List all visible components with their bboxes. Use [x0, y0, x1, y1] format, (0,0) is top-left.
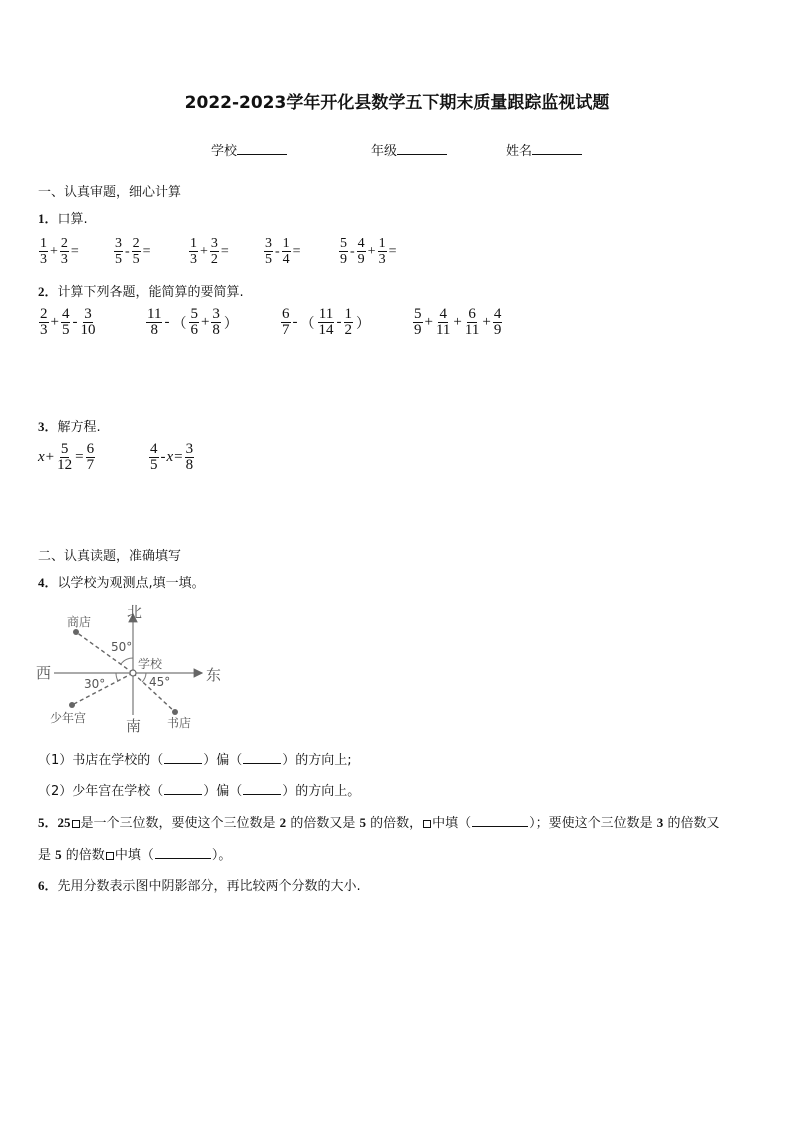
denominator: 8	[150, 322, 158, 338]
denominator: 9	[340, 252, 347, 267]
answer-blank[interactable]	[155, 846, 211, 859]
denominator: 5	[61, 322, 70, 338]
south-label: 南	[126, 717, 142, 735]
operator: +	[45, 449, 55, 465]
operator: -	[292, 314, 298, 330]
angle-arc-youth	[116, 673, 118, 681]
equals: =	[142, 243, 151, 259]
numerator: 4	[357, 236, 365, 251]
question-number: 4．	[38, 575, 58, 590]
question-number: 3．	[38, 419, 58, 434]
q5-text: 是一个三位数，要使这个三位数是	[80, 816, 276, 831]
denominator: 7	[282, 322, 290, 338]
operator: +	[453, 314, 462, 330]
q4-line2-prefix: （2）少年宫在学校（	[38, 784, 164, 799]
answer-blank[interactable]	[243, 782, 281, 795]
q5-text: 是	[38, 848, 52, 863]
question-1	[38, 208, 88, 227]
numerator: 3	[84, 306, 92, 322]
numerator: 1	[190, 236, 197, 251]
grade-blank[interactable]	[397, 140, 447, 155]
equals: =	[70, 243, 79, 259]
q1-item-5	[338, 236, 397, 267]
question-6	[38, 875, 361, 894]
numerator: 6	[282, 306, 290, 322]
denominator: 6	[190, 322, 198, 338]
west-label: 西	[36, 664, 52, 682]
right-paren: ）	[223, 315, 238, 332]
number-25: 25	[57, 815, 71, 830]
angle-bookstore-label: 45°	[149, 675, 171, 689]
numerator: 3	[212, 306, 220, 322]
q5-text: 的倍数	[65, 848, 105, 863]
denominator: 3	[378, 252, 386, 267]
q1-item-4	[263, 236, 302, 267]
q4-line1-suffix: ）的方向上;	[282, 753, 352, 768]
question-5-line-2	[38, 844, 231, 863]
bookstore-point	[172, 709, 178, 715]
box-icon	[106, 852, 114, 860]
numerator: 5	[414, 306, 422, 322]
operator: -	[164, 314, 170, 330]
denominator: 3	[190, 252, 197, 267]
operator: +	[200, 243, 208, 259]
number-2: 2	[279, 815, 287, 830]
numerator: 5	[60, 441, 69, 457]
q3-equation-2	[148, 442, 195, 473]
q2-expression-3	[280, 307, 372, 338]
operator: -	[72, 314, 78, 330]
numerator: 1	[40, 236, 47, 251]
numerator: 2	[40, 306, 48, 322]
center-label: 学校	[138, 657, 163, 671]
q5-text: 的倍数又	[667, 816, 720, 831]
numerator: 3	[210, 236, 218, 251]
angle-arc-bookstore	[142, 673, 146, 682]
denominator: 3	[40, 322, 48, 338]
equals: =	[388, 243, 397, 259]
numerator: 5	[340, 236, 347, 251]
school-blank[interactable]	[237, 140, 287, 155]
operator: -	[336, 314, 342, 330]
denominator: 11	[435, 322, 451, 338]
q3-equation-1	[38, 442, 96, 473]
page-title: 2022-2023学年开化县数学五下期末质量跟踪监视试题	[184, 93, 610, 113]
youth-label: 少年宫	[50, 711, 87, 725]
question-number: 1．	[38, 211, 58, 226]
operator: +	[482, 314, 491, 330]
grade-field[interactable]	[371, 140, 447, 159]
school-point	[130, 670, 136, 676]
section-2-heading: 二、认真读题，准确填写	[38, 549, 182, 564]
answer-blank[interactable]	[164, 782, 202, 795]
question-number: 5．	[38, 815, 58, 830]
school-field[interactable]	[211, 140, 287, 159]
q2-expression-4	[412, 307, 503, 338]
numerator: 6	[86, 441, 95, 457]
q1-item-1	[38, 236, 80, 267]
denominator: 7	[86, 457, 95, 473]
q5-text: 的倍数，	[370, 816, 423, 831]
grade-label: 年级	[371, 144, 398, 159]
numerator: 6	[468, 306, 476, 322]
denominator: 8	[185, 457, 194, 473]
angle-arc-shop	[121, 658, 133, 664]
operator: +	[50, 243, 58, 259]
denominator: 9	[414, 322, 422, 338]
school-label: 学校	[211, 144, 238, 159]
question-text: 计算下列各题，能简算的要简算.	[57, 285, 244, 300]
left-paren: （	[300, 315, 315, 332]
operator: -	[275, 243, 280, 259]
shop-label: 商店	[67, 615, 92, 629]
section-1-heading: 一、认真审题，细心计算	[38, 185, 182, 200]
question-text: 口算.	[57, 212, 88, 227]
youth-point	[69, 702, 75, 708]
operator: +	[200, 314, 210, 330]
denominator: 5	[150, 457, 158, 473]
question-number: 6．	[38, 878, 58, 893]
q5-text: ）。	[211, 848, 232, 863]
operator: -	[350, 243, 355, 259]
numerator: 3	[185, 441, 194, 457]
name-field[interactable]	[506, 140, 582, 159]
question-5-line-1	[38, 812, 719, 831]
east-label: 东	[206, 666, 222, 684]
denominator: 2	[344, 322, 352, 338]
number-3: 3	[656, 815, 664, 830]
question-text: 以学校为观测点,填一填。	[57, 576, 205, 591]
q4-line1-mid: ）偏（	[203, 753, 243, 768]
denominator: 5	[265, 252, 272, 267]
numerator: 4	[439, 306, 447, 322]
denominator: 2	[210, 252, 218, 267]
denominator: 8	[212, 322, 220, 338]
variable-x: x	[166, 449, 174, 465]
denominator: 9	[493, 322, 502, 338]
numerator: 3	[115, 236, 122, 251]
question-text: 先用分数表示图中阴影部分，再比较两个分数的大小.	[57, 879, 361, 894]
north-label: 北	[127, 603, 143, 621]
numerator: 1	[378, 236, 386, 251]
right-paren: ）	[356, 315, 370, 332]
denominator: 3	[40, 252, 47, 267]
operator: +	[50, 314, 59, 330]
equals: =	[75, 449, 84, 465]
q4-line-2	[38, 780, 360, 799]
q5-text: 中填（	[432, 816, 472, 831]
compass-diagram	[34, 600, 234, 738]
numerator: 5	[190, 306, 198, 322]
question-2	[38, 281, 244, 300]
angle-youth-label: 30°	[84, 677, 106, 691]
operator: -	[160, 449, 166, 465]
question-3	[38, 416, 101, 435]
q5-text: ）；要使这个三位数是	[529, 816, 653, 831]
denominator: 5	[115, 252, 122, 267]
numerator: 1	[282, 236, 290, 251]
question-text: 解方程.	[57, 420, 101, 435]
denominator: 5	[132, 252, 140, 267]
q4-line2-mid: ）偏（	[203, 784, 243, 799]
denominator: 4	[282, 252, 290, 267]
q5-text: 中填（	[114, 848, 154, 863]
answer-blank[interactable]	[243, 751, 281, 764]
answer-blank[interactable]	[164, 751, 202, 764]
q4-line-1	[38, 749, 352, 768]
question-4	[38, 572, 205, 591]
numerator: 1	[344, 306, 352, 322]
q4-line1-prefix: （1）书店在学校的（	[38, 753, 164, 768]
denominator: 10	[80, 322, 96, 338]
numerator: 2	[132, 236, 140, 251]
box-icon	[423, 820, 431, 828]
denominator: 11	[464, 322, 480, 338]
operator: -	[125, 243, 130, 259]
angle-shop-label: 50°	[111, 640, 133, 654]
denominator: 9	[357, 252, 365, 267]
question-number: 2．	[38, 284, 58, 299]
q2-expression-2	[145, 307, 240, 338]
numerator: 4	[150, 441, 158, 457]
number-5: 5	[55, 847, 62, 862]
variable-x: x	[38, 449, 45, 465]
answer-blank[interactable]	[472, 814, 528, 827]
bookstore-label: 书店	[167, 716, 192, 730]
number-5: 5	[359, 815, 366, 830]
denominator: 3	[60, 252, 68, 267]
q2-expression-1	[38, 307, 97, 338]
numerator: 11	[147, 306, 162, 322]
equals: =	[174, 449, 183, 465]
left-paren: （	[172, 315, 187, 332]
operator: +	[367, 243, 376, 259]
name-blank[interactable]	[532, 140, 582, 155]
shop-point	[73, 629, 79, 635]
numerator: 4	[493, 306, 502, 322]
numerator: 11	[318, 306, 334, 322]
q5-text: 的倍数又是	[290, 816, 356, 831]
numerator: 3	[265, 236, 272, 251]
denominator: 14	[318, 322, 334, 338]
q1-item-3	[188, 236, 230, 267]
numerator: 2	[60, 236, 68, 251]
q4-line2-suffix: ）的方向上。	[282, 784, 361, 799]
q1-item-2	[113, 236, 152, 267]
numerator: 4	[61, 306, 70, 322]
operator: +	[424, 314, 433, 330]
name-label: 姓名	[506, 144, 533, 159]
denominator: 12	[57, 457, 73, 473]
equals: =	[292, 243, 301, 259]
box-icon	[72, 820, 80, 828]
equals: =	[220, 243, 229, 259]
